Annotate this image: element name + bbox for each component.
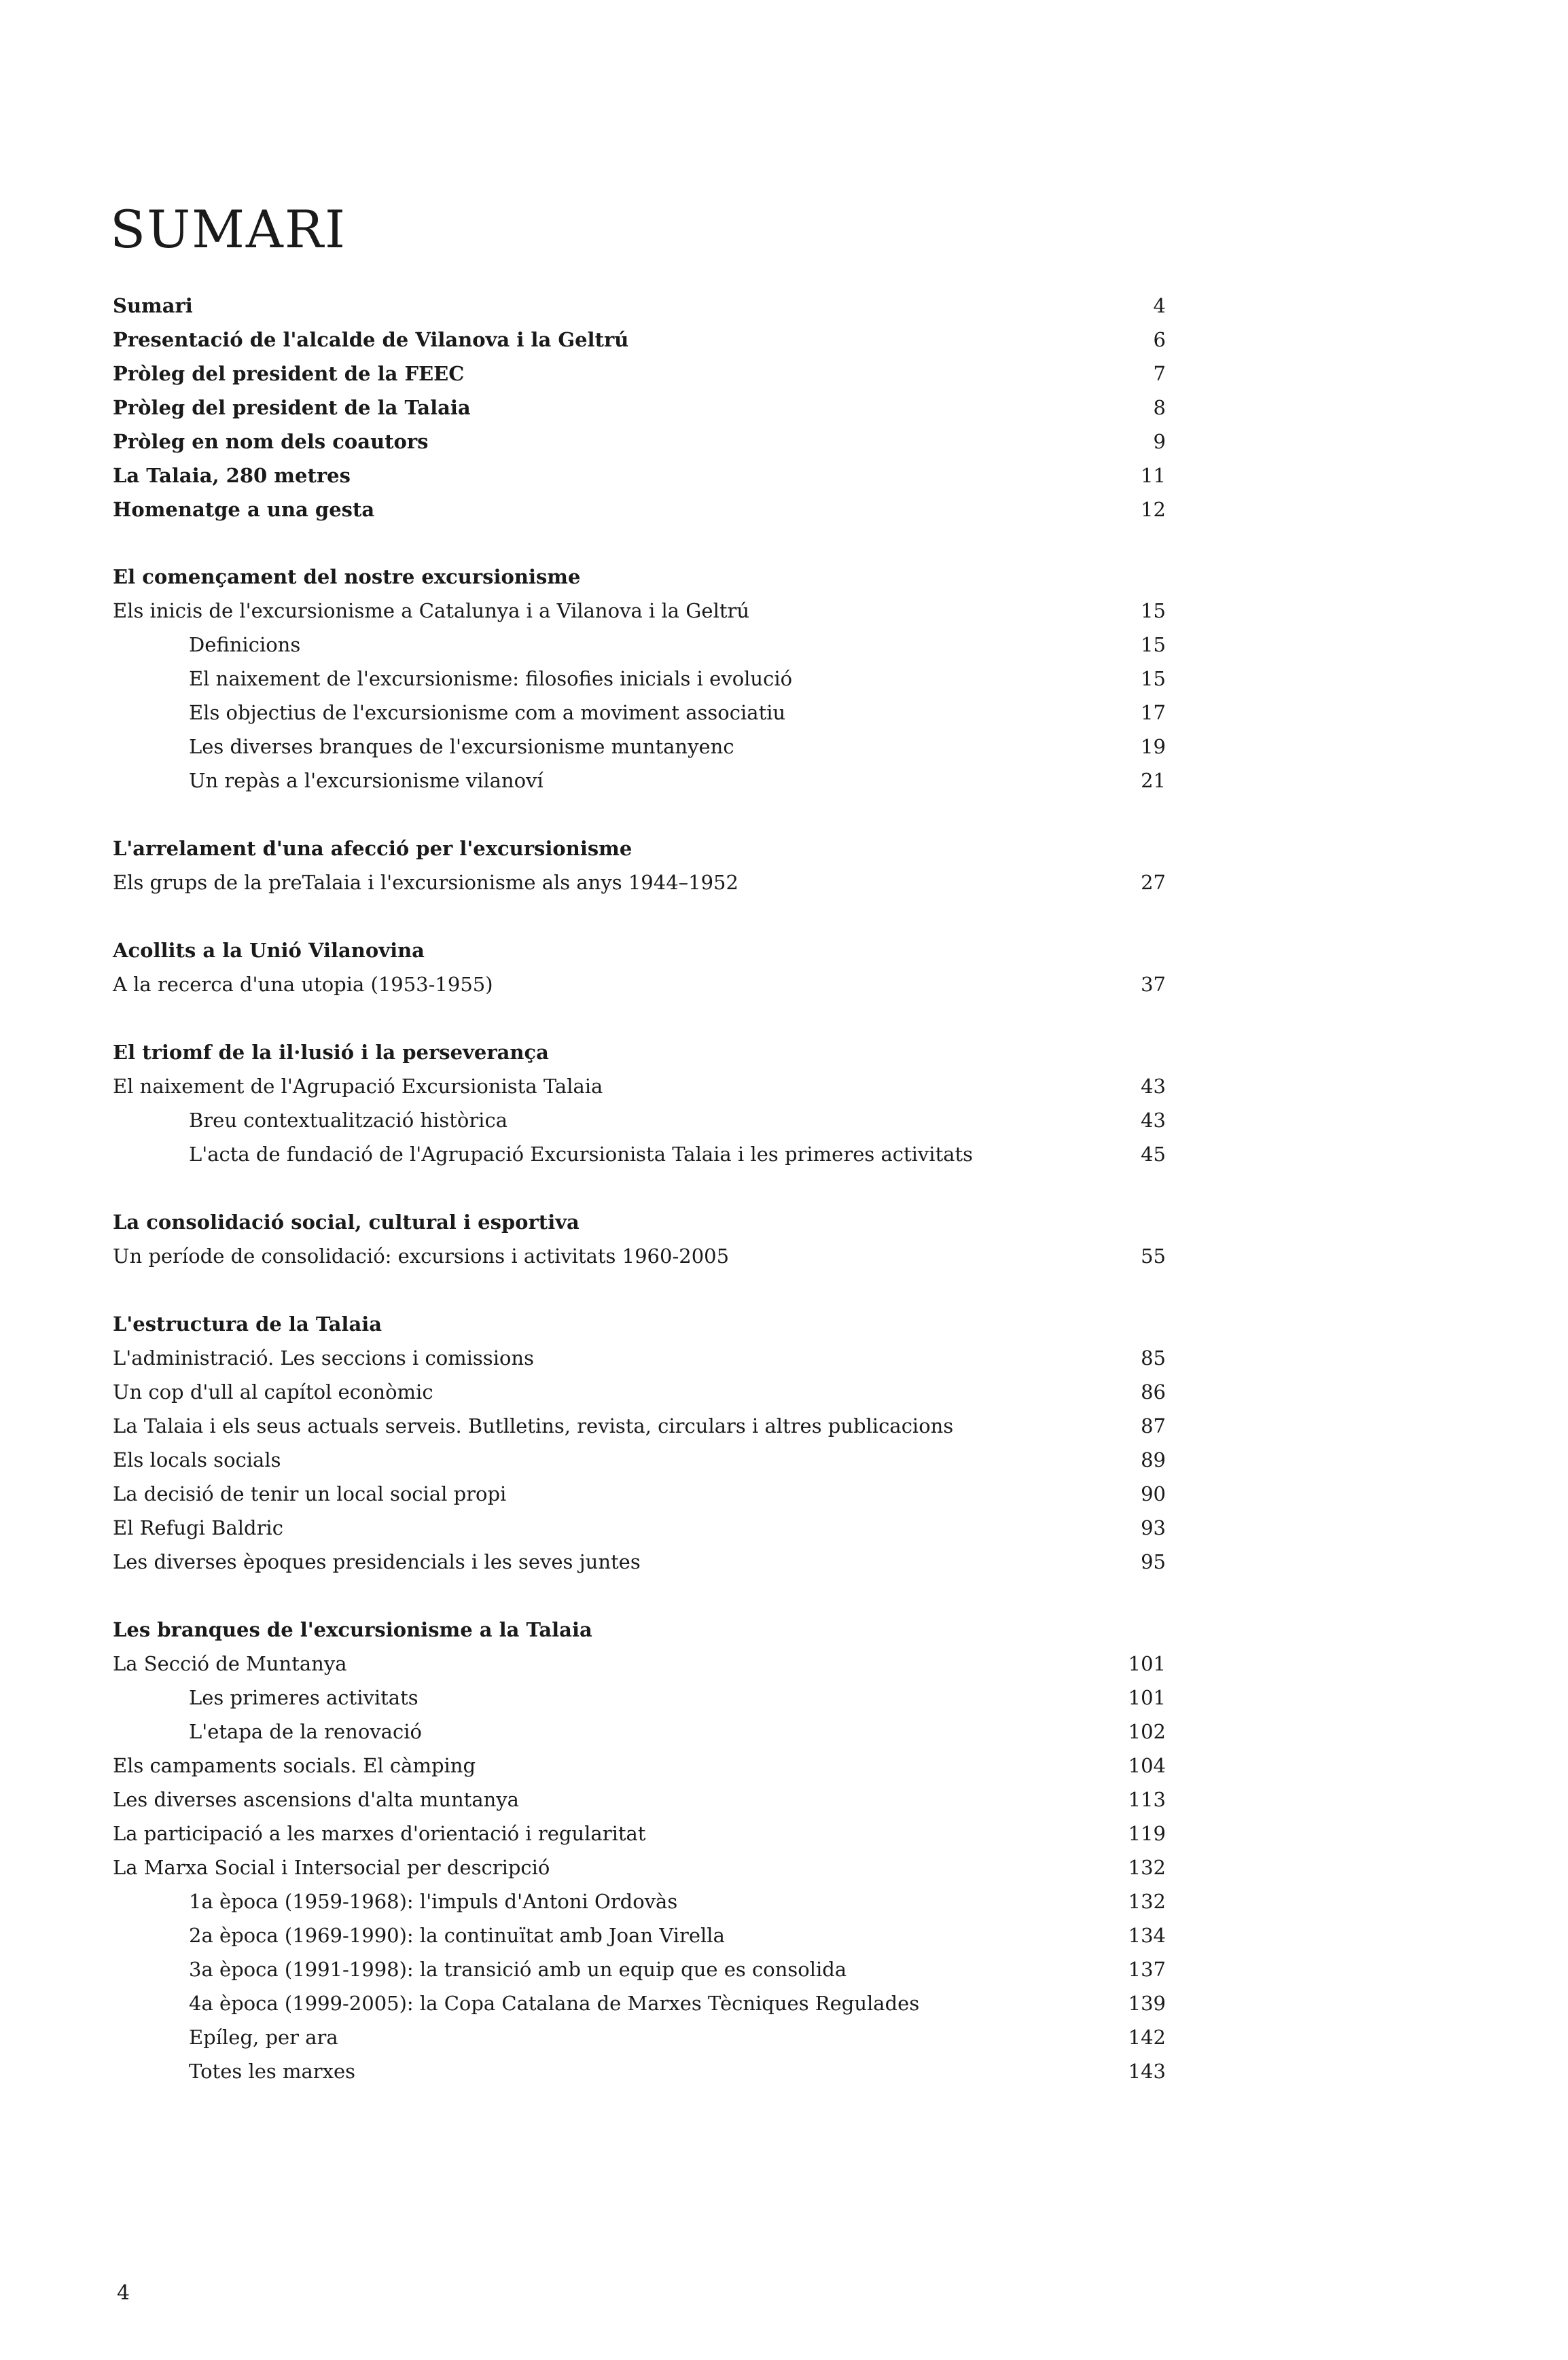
toc-subentry xyxy=(0,696,1568,730)
toc-entry-page: 87 xyxy=(1141,1414,1166,1437)
toc-entry-title: Els grups de la preTalaia i l'excursionisme als anys 1944–1952 xyxy=(113,871,738,894)
toc-entry-title: 1a època (1959-1968): l'impuls d'Antoni Ordovàs xyxy=(189,1890,678,1913)
toc-entry-page: 4 xyxy=(1153,294,1166,317)
page-number: 4 xyxy=(117,2281,130,2305)
toc-subentry xyxy=(0,1952,1568,1986)
toc-entry-page: 15 xyxy=(1141,633,1166,656)
toc-entry xyxy=(0,425,1568,459)
toc-entry-page: 17 xyxy=(1141,701,1166,724)
toc-subentry xyxy=(0,1715,1568,1749)
toc-entry-title: 2a època (1969-1990): la continuïtat amb Joan Virella xyxy=(189,1924,725,1947)
page-title: SUMARI xyxy=(110,199,347,260)
section-heading xyxy=(0,1205,1568,1239)
toc-entry-title: Totes les marxes xyxy=(189,2060,356,2083)
toc-entry-title: Pròleg del president de la Talaia xyxy=(113,396,471,419)
toc-entry-page: 12 xyxy=(1141,498,1166,521)
toc-subentry xyxy=(0,628,1568,662)
toc-subentry xyxy=(0,730,1568,764)
toc-entry-title: Homenatge a una gesta xyxy=(113,498,375,521)
toc-entry-page: 21 xyxy=(1141,769,1166,792)
toc-entry-page: 101 xyxy=(1128,1686,1166,1709)
toc-entry-title: Pròleg en nom dels coautors xyxy=(113,430,429,453)
toc-entry-title: El naixement de l'excursionisme: filosofies inicials i evolució xyxy=(189,667,793,690)
toc-entry-page: 95 xyxy=(1141,1550,1166,1573)
section-heading xyxy=(0,1035,1568,1069)
toc-entry-page: 6 xyxy=(1153,328,1166,351)
toc-subentry xyxy=(0,1137,1568,1171)
toc-entry-title: La decisió de tenir un local social propi xyxy=(113,1482,507,1505)
toc-entry-page: 19 xyxy=(1141,735,1166,758)
toc-entry xyxy=(0,967,1568,1001)
toc-entry-title: Els campaments socials. El càmping xyxy=(113,1754,476,1777)
toc-entry-title: Pròleg del president de la FEEC xyxy=(113,362,465,385)
toc-entry-title: 3a època (1991-1998): la transició amb un equip que es consolida xyxy=(189,1958,847,1981)
toc-entry xyxy=(0,1375,1568,1409)
toc-entry-title: La Talaia, 280 metres xyxy=(113,464,351,487)
toc-entry-title: L'etapa de la renovació xyxy=(189,1720,422,1743)
toc-subentry xyxy=(0,1986,1568,2020)
section-heading xyxy=(0,832,1568,865)
toc-entry-page: 89 xyxy=(1141,1448,1166,1471)
toc-entry-page: 119 xyxy=(1128,1822,1166,1845)
toc-entry-title: La Marxa Social i Intersocial per descripció xyxy=(113,1856,550,1879)
section-heading-text: El començament del nostre excursionisme xyxy=(113,565,581,588)
toc-entry xyxy=(0,1851,1568,1884)
toc-entry xyxy=(0,493,1568,526)
toc-entry-title: La Secció de Muntanya xyxy=(113,1652,347,1675)
toc-entry-title: Les primeres activitats xyxy=(189,1686,418,1709)
toc-entry-page: 143 xyxy=(1128,2060,1166,2083)
toc-entry-title: Els locals socials xyxy=(113,1448,281,1471)
toc-entry-title: Presentació de l'alcalde de Vilanova i la Geltrú xyxy=(113,328,629,351)
toc-entry-title: Les diverses branques de l'excursionisme muntanyenc xyxy=(189,735,734,758)
toc-entry xyxy=(0,323,1568,357)
toc-subentry xyxy=(0,1918,1568,1952)
toc-entry xyxy=(0,1817,1568,1851)
toc-entry-title: Els inicis de l'excursionisme a Catalunya i a Vilanova i la Geltrú xyxy=(113,599,750,622)
toc-entry xyxy=(0,1477,1568,1511)
toc-entry-title: Sumari xyxy=(113,294,193,317)
toc-entry xyxy=(0,1069,1568,1103)
toc-entry-page: 134 xyxy=(1128,1924,1166,1947)
toc-subentry xyxy=(0,2054,1568,2088)
section-heading-text: Acollits a la Unió Vilanovina xyxy=(113,939,425,962)
section-heading-text: Les branques de l'excursionisme a la Talaia xyxy=(113,1618,592,1641)
toc-entry-title: Definicions xyxy=(189,633,301,656)
section-heading xyxy=(0,933,1568,967)
toc-entry xyxy=(0,1341,1568,1375)
toc-entry-page: 43 xyxy=(1141,1109,1166,1132)
toc-entry-page: 7 xyxy=(1153,362,1166,385)
toc-entry-title: L'acta de fundació de l'Agrupació Excursionista Talaia i les primeres activitats xyxy=(189,1143,974,1166)
toc-entry-page: 11 xyxy=(1141,464,1166,487)
toc-entry-title: Les diverses èpoques presidencials i les seves juntes xyxy=(113,1550,641,1573)
toc-entry-title: A la recerca d'una utopia (1953-1955) xyxy=(113,973,493,996)
toc-entry-title: La Talaia i els seus actuals serveis. Butlletins, revista, circulars i altres publicacions xyxy=(113,1414,954,1437)
toc-entry xyxy=(0,1409,1568,1443)
toc-entry xyxy=(0,289,1568,323)
toc-entry-page: 139 xyxy=(1128,1992,1166,2015)
section-heading-text: La consolidació social, cultural i esportiva xyxy=(113,1211,580,1234)
toc-subentry xyxy=(0,764,1568,798)
toc-entry-page: 55 xyxy=(1141,1245,1166,1268)
section-heading xyxy=(0,1613,1568,1647)
toc-entry xyxy=(0,1647,1568,1681)
section-heading-text: L'estructura de la Talaia xyxy=(113,1312,382,1336)
toc-entry-page: 101 xyxy=(1128,1652,1166,1675)
toc-entry xyxy=(0,1443,1568,1477)
toc-subentry xyxy=(0,1681,1568,1715)
toc-entry-title: Les diverses ascensions d'alta muntanya xyxy=(113,1788,519,1811)
toc-entry-title: Un període de consolidació: excursions i activitats 1960-2005 xyxy=(113,1245,730,1268)
toc-entry-title: Un cop d'ull al capítol econòmic xyxy=(113,1380,433,1404)
toc-entry-page: 90 xyxy=(1141,1482,1166,1505)
toc-entry-page: 85 xyxy=(1141,1346,1166,1370)
toc-subentry xyxy=(0,1884,1568,1918)
toc-entry-title: L'administració. Les seccions i comissions xyxy=(113,1346,534,1370)
toc-entry-title: La participació a les marxes d'orientació i regularitat xyxy=(113,1822,646,1845)
toc-entry-page: 137 xyxy=(1128,1958,1166,1981)
toc-entry xyxy=(0,1239,1568,1273)
toc-entry-title: Epíleg, per ara xyxy=(189,2026,338,2049)
toc-entry-page: 93 xyxy=(1141,1516,1166,1539)
toc-entry-page: 102 xyxy=(1128,1720,1166,1743)
toc-entry-page: 27 xyxy=(1141,871,1166,894)
toc-entry-page: 132 xyxy=(1128,1856,1166,1879)
toc-entry xyxy=(0,1749,1568,1783)
toc-entry xyxy=(0,459,1568,493)
toc-entry-page: 15 xyxy=(1141,599,1166,622)
toc-entry-title: Un repàs a l'excursionisme vilanoví xyxy=(189,769,544,792)
toc-entry-page: 8 xyxy=(1153,396,1166,419)
toc-entry-page: 37 xyxy=(1141,973,1166,996)
toc-entry-page: 86 xyxy=(1141,1380,1166,1404)
toc-entry-page: 15 xyxy=(1141,667,1166,690)
toc-entry-page: 43 xyxy=(1141,1075,1166,1098)
section-heading-text: L'arrelament d'una afecció per l'excursionisme xyxy=(113,837,632,860)
toc-subentry xyxy=(0,1103,1568,1137)
toc-entry-title: 4a època (1999-2005): la Copa Catalana de Marxes Tècniques Regulades xyxy=(189,1992,920,2015)
toc-entry-page: 142 xyxy=(1128,2026,1166,2049)
toc-entry-title: El Refugi Baldric xyxy=(113,1516,283,1539)
toc-subentry xyxy=(0,2020,1568,2054)
toc-entry xyxy=(0,391,1568,425)
toc-entry-page: 132 xyxy=(1128,1890,1166,1913)
toc-entry xyxy=(0,594,1568,628)
section-heading xyxy=(0,1307,1568,1341)
section-heading xyxy=(0,560,1568,594)
toc-entry xyxy=(0,1511,1568,1545)
toc-entry xyxy=(0,1545,1568,1579)
toc-entry xyxy=(0,1783,1568,1817)
toc-entry-page: 9 xyxy=(1153,430,1166,453)
toc-entry-page: 113 xyxy=(1128,1788,1166,1811)
toc-subentry xyxy=(0,662,1568,696)
toc-entry-title: Els objectius de l'excursionisme com a moviment associatiu xyxy=(189,701,786,724)
toc-entry xyxy=(0,357,1568,391)
toc-entry-title: Breu contextualització històrica xyxy=(189,1109,507,1132)
toc-entry-page: 104 xyxy=(1128,1754,1166,1777)
toc-entry-title: El naixement de l'Agrupació Excursionista Talaia xyxy=(113,1075,603,1098)
section-heading-text: El triomf de la il·lusió i la perseverança xyxy=(113,1041,549,1064)
toc-entry xyxy=(0,865,1568,899)
toc-entry-page: 45 xyxy=(1141,1143,1166,1166)
